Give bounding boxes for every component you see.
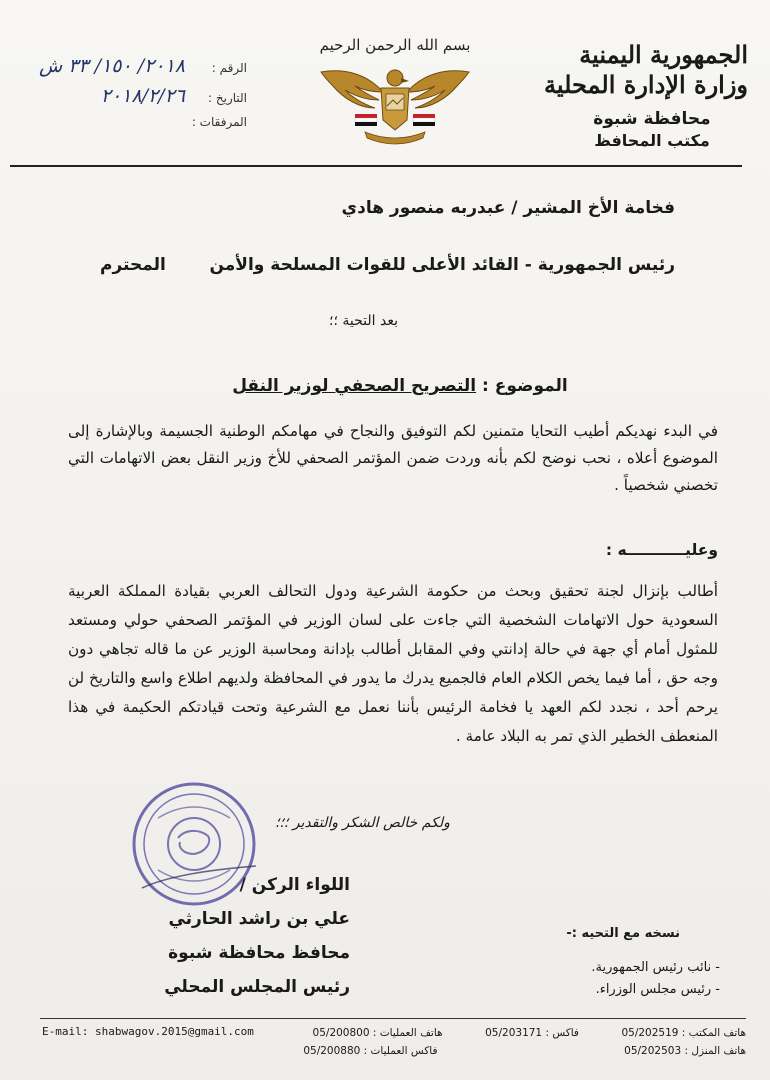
- honorific: المحترم: [100, 255, 166, 275]
- signer-name: علي بن راشد الحارثي: [168, 909, 350, 929]
- copies-block: [450, 926, 720, 1001]
- signature-block: [110, 868, 350, 1004]
- subject-line: [230, 376, 570, 396]
- date-label: التاريخ :: [207, 91, 247, 105]
- attachments-row: [12, 115, 247, 145]
- greeting: بعد التحية ؛؛: [329, 313, 398, 329]
- ref-row: [12, 55, 247, 85]
- governorate-name: محافظة شبوة: [593, 109, 711, 129]
- office-phone: هاتف المكتب : 05/202519: [621, 1027, 746, 1039]
- ref-label: الرقم :: [211, 61, 247, 75]
- ref-value: ٢٠١٨/ ١٥٠/ ٣٣ ش: [38, 55, 185, 77]
- signer-title-1: محافظ محافظة شبوة: [168, 943, 350, 963]
- email-address: E-mail: shabwagov.2015@gmail.com: [42, 1025, 254, 1038]
- eagle-emblem-icon: [315, 58, 475, 150]
- body-paragraph-2: أطالب بإنزال لجنة تحقيق وبحث من حكومة الشرعية ودول التحالف العربي بقيادة المملكة العربية السعودية حول الاتهامات الشخصية التي جاءت على لسان الوزير في المؤتمر الصحفي حولي ومستعد للمثول أمام أي جهة في حالة إدانتي وفي المقابل أطالب بإدانة ومحاسبة الوزير عن ما قاله تجاهي دون وجه حق ، أما فيما يخص الكلام العام فالجميع يدرك ما يدور في المحافظة ولديهم اطلاع واسع والتاريخ لن يرحم أحد ، نجدد لكم العهد يا فخامة الرئيس بأننا نعمل مع الشرعية وتحت قيادتكم الحكيمة في هذا المنعطف الخطير الذي تمر به البلاد عامة .: [68, 582, 718, 745]
- operations-phone: هاتف العمليات : 05/200800: [312, 1027, 443, 1039]
- copy-recipient: - نائب رئيس الجمهورية.: [591, 960, 720, 975]
- footer-row-2: [40, 1042, 746, 1060]
- fax-number: فاكس : 05/203171: [485, 1027, 579, 1039]
- closing-line: ولكم خالص الشكر والتقدير ؛؛؛: [275, 815, 450, 831]
- addressee-line: فخامة الأخ المشير / عبدربه منصور هادي: [341, 198, 675, 218]
- subject-label: الموضوع :: [482, 376, 568, 396]
- date-value: ٢٠١٨/٢/٢٦: [100, 85, 185, 107]
- date-row: [12, 85, 247, 115]
- signer-rank: اللواء الركن /: [239, 875, 350, 895]
- office-name: مكتب المحافظ: [594, 131, 710, 150]
- republic-name: الجمهورية اليمنية: [579, 40, 748, 69]
- home-phone: هاتف المنزل : 05/202503: [624, 1045, 746, 1057]
- signer-title-2: رئيس المجلس المحلي: [164, 977, 350, 997]
- attachments-label: المرفقات :: [191, 115, 247, 129]
- copies-title: نسخه مع التحيه :-: [566, 926, 680, 941]
- therefore-heading: وعليـــــــــــه :: [605, 541, 718, 559]
- operations-fax: فاكس العمليات : 05/200880: [303, 1045, 438, 1057]
- letterhead-right: [518, 40, 748, 152]
- header-divider: [10, 165, 742, 167]
- body-paragraph-1: في البدء نهديكم أطيب التحايا متمنين لكم التوفيق والنجاح في مهامكم الوطنية الجسيمة وبالإشارة إلى الموضوع أعلاه ، نحب نوضح لكم بأنه وردت ضمن المؤتمر الصحفي للأخ وزير النقل بعض الاتهامات التي تخصني شخصياً .: [68, 422, 718, 494]
- letterhead-center: [310, 36, 480, 150]
- copy-recipient: - رئيس مجلس الوزراء.: [595, 982, 720, 997]
- subject-text: التصريح الصحفي لوزير النقل: [232, 376, 477, 396]
- basmala: بسم الله الرحمن الرحيم: [319, 36, 471, 54]
- ministry-name: وزارة الإدارة المحلية: [544, 70, 748, 99]
- footer-divider: [40, 1018, 746, 1019]
- addressee-title: رئيس الجمهورية - القائد الأعلى للقوات المسلحة والأمن: [209, 255, 675, 275]
- reference-block: [12, 55, 247, 145]
